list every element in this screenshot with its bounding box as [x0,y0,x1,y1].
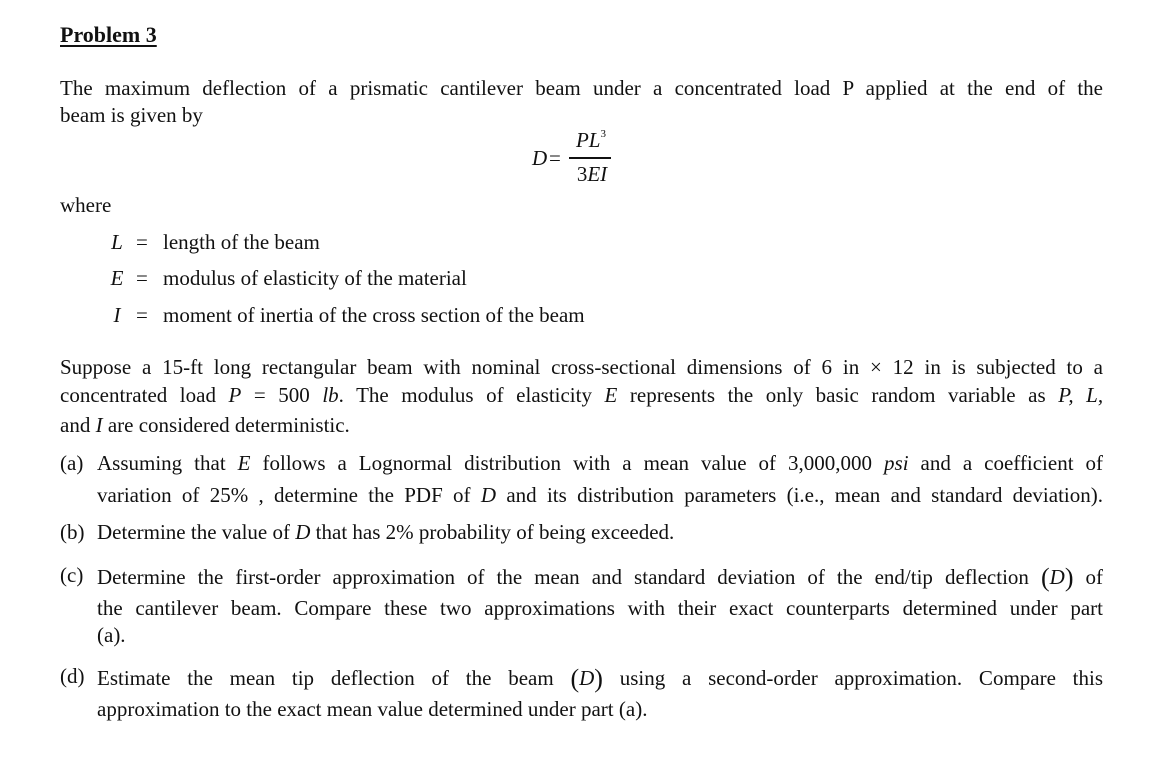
definition-equals: = [136,230,148,254]
scenario-text: Suppose a 15-ft long rectangular beam with nominal cross-sectional dimensions of 6 in [60,355,860,379]
definition-text: modulus of elasticity of the material [163,266,467,290]
paren-close: ) [594,664,603,693]
part-d-line-1 [97,664,1103,694]
equation-denominator [572,162,612,187]
math-var: D [295,520,311,544]
part-b-label: (b) [60,520,85,544]
denominator-vars: EI [587,162,608,186]
paren-open: ( [570,664,580,693]
math-var: D [1049,565,1065,589]
part-text: Assuming that [97,451,226,475]
math-var: P, [1058,383,1074,407]
part-text: Determine the value of [97,520,290,544]
math-var: D [480,483,497,507]
scenario-text: represents the only basic random variable as [629,383,1046,407]
paren-close: ) [1064,563,1074,592]
definition-text: length of the beam [163,230,320,254]
math-var: E [604,383,618,407]
math-var: P [228,383,242,407]
part-c-label: (c) [60,563,84,587]
problem-title: Problem 3 [60,22,157,47]
part-text: variation of 25% , determine the PDF of [97,483,471,507]
paren-open: ( [1040,563,1050,592]
part-text: Determine the first-order approximation of the mean and standard deviation of the end/tip deflection [97,565,1029,589]
part-d-line-2: approximation to the exact mean value determined under part (a). [97,697,648,721]
part-text: of [1085,565,1104,589]
scenario-line-2 [60,383,1103,408]
part-c-line-2: the cantilever beam. Compare these two approximations with their exact counterparts determined under part [97,596,1103,620]
part-c-line-1 [97,563,1103,593]
part-a-line-1 [97,451,1103,476]
part-a-line-2 [97,483,1103,508]
scenario-text: and [60,413,91,437]
deflection-equation [532,126,622,196]
part-text: and a coefficient of [920,451,1104,475]
part-a-label: (a) [60,451,84,475]
scenario-value: = 500 [253,383,310,407]
definition-symbol: E [110,266,124,290]
equation-lhs: D [532,146,548,170]
part-text: that has 2% probability of being exceeded. [315,520,675,544]
equation-equals: = [549,146,561,170]
scenario-text: are considered deterministic. [107,413,350,437]
scenario-line-1 [60,355,1103,380]
scenario-line-3 [60,413,350,438]
scenario-text: concentrated load [60,383,216,407]
part-text: follows a Lognormal distribution with a mean value of 3,000,000 [262,451,873,475]
denominator-coeff: 3 [576,162,588,186]
numerator-text: PL [575,128,601,152]
scenario-text: . The modulus of elasticity [338,383,592,407]
math-var: I [95,413,103,437]
definition-equals: = [136,303,148,327]
equation-numerator [573,128,609,153]
where-label: where [60,193,112,217]
math-var: L, [1086,383,1104,407]
definition-symbol: L [111,230,123,254]
part-d-label: (d) [60,664,85,688]
fraction-bar [569,157,611,159]
scenario-text: 12 in is subjected to a [892,355,1104,379]
part-text: using a second-order approximation. Compare this [619,666,1104,690]
part-b-line-1 [97,520,674,545]
part-c-line-3: (a). [97,623,126,647]
definition-text: moment of inertia of the cross section of the beam [163,303,585,327]
intro-line-1: The maximum deflection of a prismatic cantilever beam under a concentrated load P applied at the end of the [60,76,1103,100]
times-symbol: × [870,355,882,379]
unit-text: lb [322,383,339,407]
part-text: and its distribution parameters (i.e., mean and standard deviation). [506,483,1104,507]
numerator-power: 3 [600,128,606,140]
definition-equals: = [136,266,148,290]
math-var: E [237,451,251,475]
part-text: Estimate the mean tip deflection of the beam [97,666,554,690]
definition-symbol: I [113,303,121,327]
unit-text: psi [884,451,909,475]
math-var: D [579,666,595,690]
intro-line-2: beam is given by [60,103,203,127]
